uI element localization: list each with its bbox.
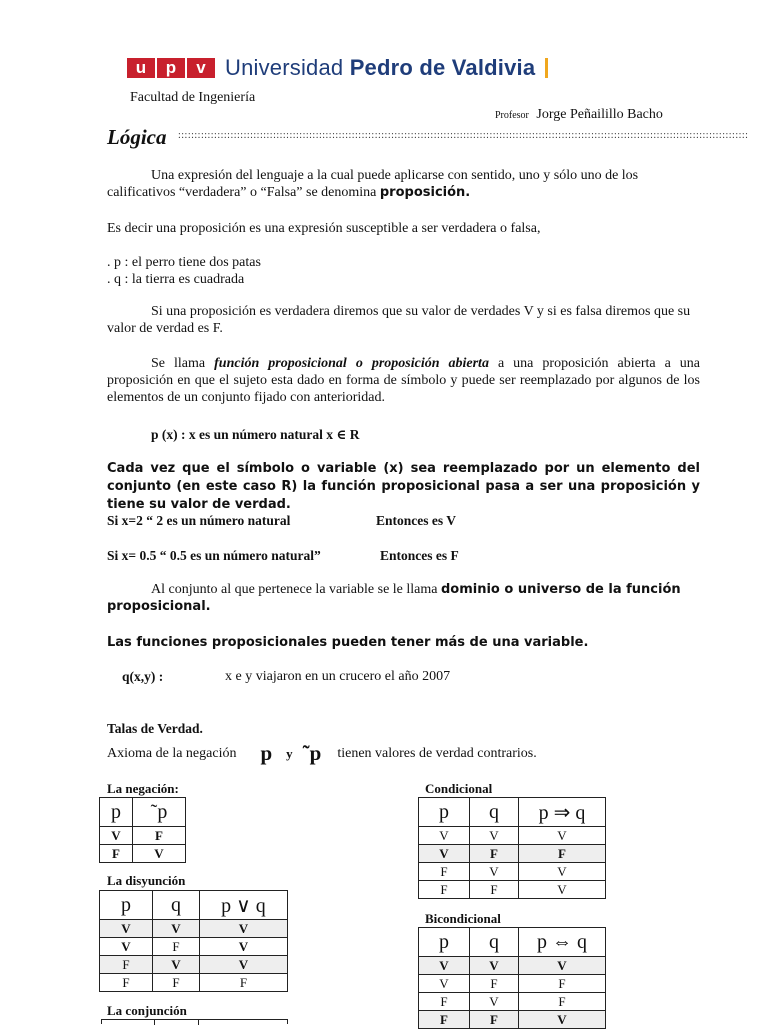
axiom-y: y (286, 745, 293, 761)
negation-axiom (107, 740, 700, 766)
table-cell: V (419, 845, 470, 863)
table-cell: F (132, 827, 185, 845)
example-x2-result: Entonces es V (376, 513, 457, 528)
domain-text: Al conjunto al que pertenece la variable se le llama (151, 582, 438, 597)
header-p-or-q: p ∨ q (200, 891, 288, 920)
table-cell: F (100, 974, 153, 992)
table-cell: V (100, 827, 133, 845)
paragraph-replacement: Cada vez que el símbolo o variable (x) sea reemplazado por un elemento del conjunto (en este caso R) la función proposicional pasa a ser una proposición y tiene su valor de verdad. (107, 461, 700, 512)
page-title: Lógica (107, 125, 167, 149)
university-logo (127, 56, 548, 80)
table-cell: F (470, 845, 519, 863)
q-label: q(x,y) : (122, 669, 164, 684)
title-dotted-rule: :::::::::::::::::::::::::::::::::::::::::::::::::::::::::::::::::::::::::::::::::::::::::::::::::::::::::::::::::::::::::::::::::::::::::::::::::::::::::::::::::::::::::::::: (178, 130, 749, 141)
table-disyuncion (99, 890, 288, 992)
university-name: Pedro de Valdivia (349, 55, 536, 80)
table-cell: V (419, 975, 470, 993)
header-p-iff-q: p ⇔ q (519, 928, 606, 957)
paragraph-truth-value: Si una proposición es verdadera diremos que su valor de verdades V y si es falsa diremos que su valor de verdad es F. (107, 304, 691, 336)
definition-text: Una expresión del lenguaje a la cual puede aplicarse con sentido, uno y sólo uno de los calificativos “verdadera” o “Falsa” se denomina (107, 168, 639, 200)
table-cell: F (470, 881, 519, 899)
header-q: q (153, 891, 200, 920)
table-cell: V (519, 863, 606, 881)
table-cell: V (519, 1011, 606, 1029)
axiom-text: Axioma de la negación (107, 745, 237, 761)
example-q: . q : la tierra es cuadrada (107, 272, 245, 287)
table-cell: V (100, 938, 153, 956)
header-p: p (100, 891, 153, 920)
table-cell: V (100, 920, 153, 938)
table-divider (198, 1020, 199, 1025)
axiom-conclusion: tienen valores de verdad contrarios. (337, 745, 537, 761)
table-cell: V (470, 863, 519, 881)
table-cell: V (200, 956, 288, 974)
table-cell: F (100, 956, 153, 974)
table-conjuncion-top (101, 1019, 288, 1024)
example-x05: Si x= 0.5 “ 0.5 es un número natural” (107, 548, 321, 563)
table-bicondicional (418, 927, 606, 1029)
university-prefix: Universidad (225, 55, 344, 80)
table-cell: V (132, 845, 185, 863)
table-cell: V (419, 827, 470, 845)
table-cell: F (519, 845, 606, 863)
table-cell: V (200, 938, 288, 956)
logo-letter-u: u (127, 58, 155, 78)
table-cell: V (470, 827, 519, 845)
formula-px: p (x) : x es un número natural x ∈ R (151, 427, 360, 442)
table-cell: F (200, 974, 288, 992)
label-conjuncion: La conjunción (107, 1003, 187, 1018)
axiom-p: p (260, 740, 273, 765)
table-cell: F (419, 993, 470, 1011)
label-bicondicional: Bicondicional (425, 911, 501, 926)
pf-intro: Se llama (151, 356, 206, 371)
paragraph-susceptible: Es decir una proposición es una expresión susceptible a ser verdadera o falsa, (107, 221, 541, 236)
domain-term: dominio o universo de la función proposicional. (107, 582, 681, 614)
table-cell: F (153, 974, 200, 992)
table-cell: F (519, 993, 606, 1011)
pf-rest: a una proposición abierta a una proposición en que el sujeto esta dado en forma de símbolo y puede ser reemplazado por algunos de los elementos de un conjunto fijado con anterioridad. (107, 356, 701, 405)
example-x05-result: Entonces es F (380, 548, 459, 563)
university-title (225, 55, 535, 81)
profesor-label: Profesor (495, 110, 529, 121)
table-divider (154, 1020, 155, 1025)
table-cell: V (519, 881, 606, 899)
table-cell: V (200, 920, 288, 938)
truth-tables-title: Talas de Verdad. (107, 721, 203, 736)
label-disyuncion: La disyunción (107, 873, 186, 888)
table-cell: F (470, 975, 519, 993)
table-cell: V (153, 956, 200, 974)
example-p: . p : el perro tiene dos patas (107, 255, 261, 270)
header-q: q (470, 928, 519, 957)
paragraph-propositional-function (107, 355, 700, 406)
logo-letter-v: v (187, 58, 215, 78)
header-p: p (419, 798, 470, 827)
table-cell: V (519, 957, 606, 975)
table-cell: V (519, 827, 606, 845)
table-cell: F (519, 975, 606, 993)
header-p: p (419, 928, 470, 957)
label-negacion: La negación: (107, 781, 179, 796)
table-cell: F (153, 938, 200, 956)
table-cell: V (470, 993, 519, 1011)
label-condicional: Condicional (425, 781, 493, 796)
table-condicional (418, 797, 606, 899)
pf-term: función proposicional o proposición abierta (214, 356, 489, 371)
table-cell: V (470, 957, 519, 975)
paragraph-definition (107, 167, 700, 201)
table-negacion (99, 797, 186, 863)
profesor-line (495, 107, 663, 123)
table-cell: F (470, 1011, 519, 1029)
q-definition: x e y viajaron en un crucero el año 2007 (225, 669, 451, 684)
logo-accent-bar (545, 58, 548, 78)
table-cell: F (100, 845, 133, 863)
header-not-p: ˜p (132, 798, 185, 827)
table-cell: F (419, 863, 470, 881)
table-cell: V (153, 920, 200, 938)
table-cell: F (419, 1011, 470, 1029)
header-q: q (470, 798, 519, 827)
paragraph-domain (107, 581, 700, 615)
paragraph-multiple-variables: Las funciones proposicionales pueden tener más de una variable. (107, 635, 589, 650)
table-cell: F (419, 881, 470, 899)
profesor-name: Jorge Peñailillo Bacho (536, 107, 663, 122)
faculty-name: Facultad de Ingeniería (130, 90, 256, 105)
table-cell: V (419, 957, 470, 975)
logo-letter-p: p (157, 58, 185, 78)
example-x2: Si x=2 “ 2 es un número natural (107, 513, 291, 528)
header-p: p (100, 798, 133, 827)
header-p-implies-q: p ⇒ q (519, 798, 606, 827)
definition-term: proposición. (379, 185, 471, 200)
axiom-not-p: ˜p (302, 740, 322, 765)
